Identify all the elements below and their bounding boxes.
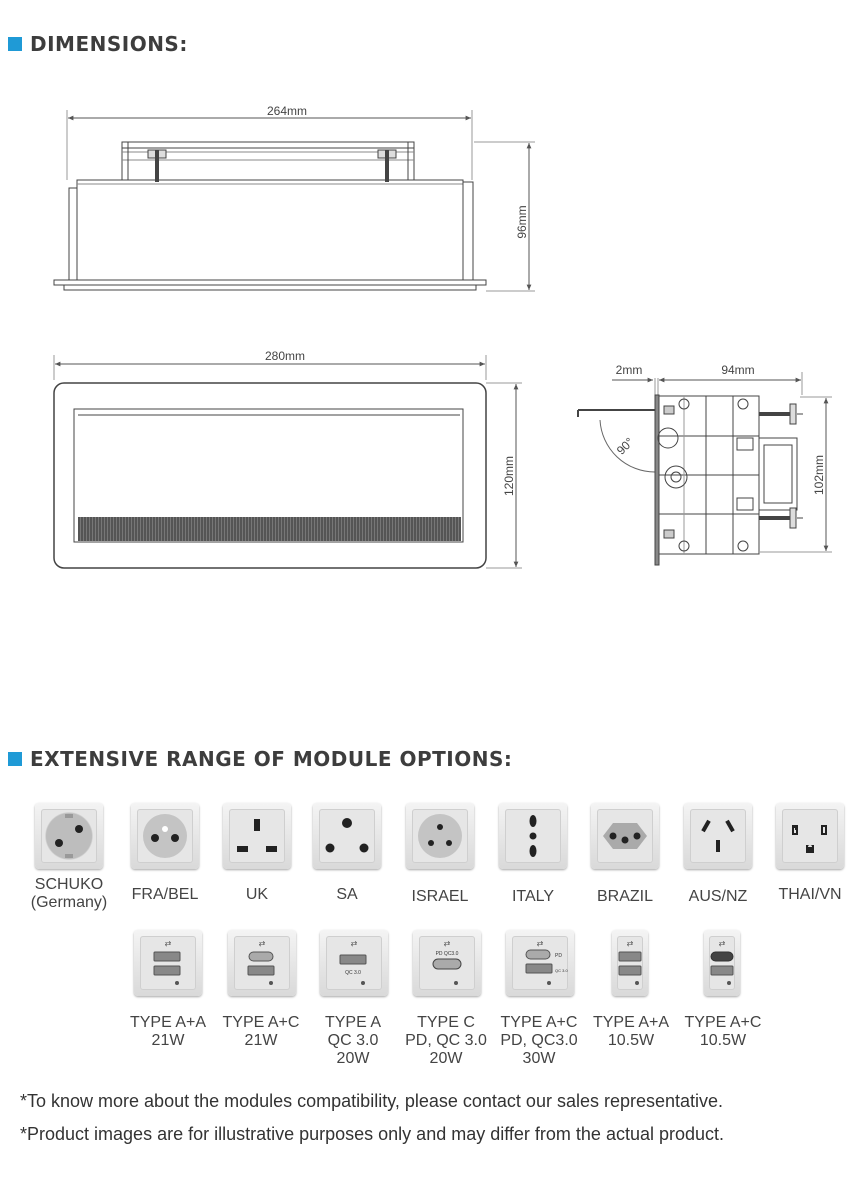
aus-nz-label: AUS/NZ xyxy=(688,888,748,905)
schuko-socket-icon xyxy=(35,803,103,869)
usb-a-a-10w-label: TYPE A+A 10.5W xyxy=(592,1014,670,1049)
italy-label: ITALY xyxy=(511,888,555,905)
compatibility-note: *To know more about the modules compatibility, please contact our sales representative. xyxy=(20,1091,724,1111)
israel-socket-icon xyxy=(406,803,474,869)
schuko-label: SCHUKO (Germany) xyxy=(30,876,108,911)
section-view xyxy=(578,372,832,565)
side-view xyxy=(54,110,535,291)
aus-socket-icon xyxy=(684,803,752,869)
brazil-socket-icon xyxy=(591,803,659,869)
usb-a-qc-label: TYPE A QC 3.0 20W xyxy=(324,1014,382,1067)
svg-text:⇄: ⇄ xyxy=(536,939,544,948)
usb-a-a-21w-label: TYPE A+A 21W xyxy=(129,1014,207,1049)
brazil-label: BRAZIL xyxy=(596,888,653,905)
usb-c-pd-label: TYPE C PD, QC 3.0 20W xyxy=(405,1014,487,1067)
usb-a-c-pd-icon xyxy=(506,930,574,996)
side-height-label: 96mm xyxy=(515,205,529,239)
usb-c-pd-icon xyxy=(413,930,481,996)
fra-bel-label: FRA/BEL xyxy=(131,886,199,903)
svg-text:⇄: ⇄ xyxy=(443,939,451,948)
top-width-label: 280mm xyxy=(264,349,306,363)
section-height-label: 102mm xyxy=(812,454,826,496)
section-depth-label: 94mm xyxy=(721,363,755,377)
dimensions-title: DIMENSIONS: xyxy=(30,32,188,56)
thai-vn-label: THAI/VN xyxy=(778,886,842,903)
section-angle-label: 90° xyxy=(613,434,637,458)
uk-label: UK xyxy=(245,886,269,903)
modules-heading xyxy=(8,747,512,771)
svg-text:⇄: ⇄ xyxy=(718,939,726,948)
svg-text:PD: PD xyxy=(555,953,562,959)
israel-label: ISRAEL xyxy=(411,888,469,905)
svg-text:QC 3.0: QC 3.0 xyxy=(555,968,568,973)
usb-a-c-21w-label: TYPE A+C 21W xyxy=(222,1014,300,1049)
top-height-label: 120mm xyxy=(502,455,516,497)
section-wall-label: 2mm xyxy=(615,363,643,377)
usb-a-c-small-icon xyxy=(704,930,740,996)
sa-socket-icon xyxy=(313,803,381,869)
usb-a-c-pd-label: TYPE A+C PD, QC3.0 30W xyxy=(500,1014,578,1067)
svg-text:⇄: ⇄ xyxy=(164,939,172,948)
usb-a-c-10w-label: TYPE A+C 10.5W xyxy=(684,1014,762,1049)
modules-title: EXTENSIVE RANGE OF MODULE OPTIONS: xyxy=(30,747,513,771)
uk-socket-icon xyxy=(223,803,291,869)
svg-text:QC 3.0: QC 3.0 xyxy=(345,970,361,976)
svg-text:⇄: ⇄ xyxy=(350,939,358,948)
heading-bullet-icon xyxy=(8,752,22,766)
usb-a-a-icon xyxy=(134,930,202,996)
sa-label: SA xyxy=(336,886,358,903)
italy-socket-icon xyxy=(499,803,567,869)
svg-text:⇄: ⇄ xyxy=(258,939,266,948)
svg-text:PD QC3.0: PD QC3.0 xyxy=(435,951,459,957)
usb-a-qc-icon xyxy=(320,930,388,996)
usb-a-a-small-icon xyxy=(612,930,648,996)
svg-text:⇄: ⇄ xyxy=(626,939,634,948)
side-width-label: 264mm xyxy=(266,104,308,118)
usb-a-c-icon xyxy=(228,930,296,996)
top-view xyxy=(54,355,522,568)
illustrative-note: *Product images are for illustrative purposes only and may differ from the actual product. xyxy=(20,1124,725,1144)
thai-socket-icon xyxy=(776,803,844,869)
french-socket-icon xyxy=(131,803,199,869)
